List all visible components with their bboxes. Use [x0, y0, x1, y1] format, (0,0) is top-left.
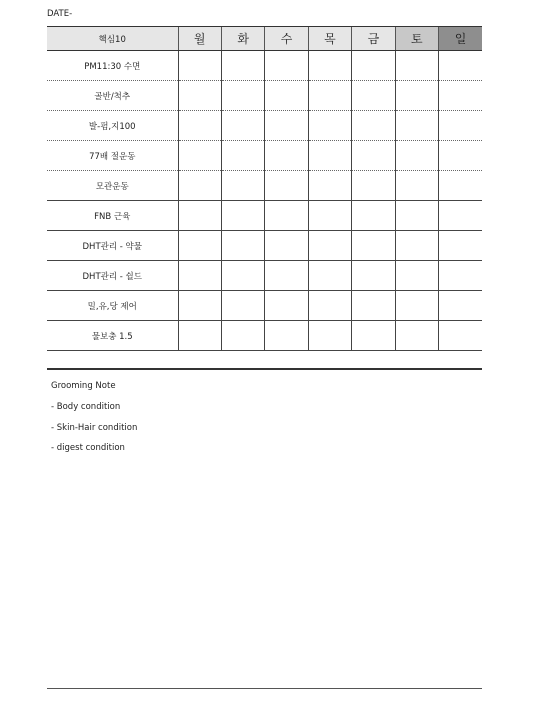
table-row — [47, 201, 482, 231]
grooming-note-item: - Body condition — [51, 402, 121, 412]
table-row — [47, 111, 482, 141]
check-cell-fri[interactable] — [352, 51, 395, 81]
table-row — [47, 231, 482, 261]
row-label: DHT관리 - 쉴드 — [47, 261, 178, 291]
check-cell-tue[interactable] — [221, 201, 264, 231]
day-header-sat: 토 — [395, 27, 438, 51]
check-cell-wed[interactable] — [265, 201, 308, 231]
section-divider — [47, 368, 482, 370]
check-cell-mon[interactable] — [178, 321, 221, 351]
grooming-note-item: - Skin-Hair condition — [51, 422, 138, 433]
check-cell-wed[interactable] — [265, 291, 308, 321]
check-cell-sun[interactable] — [439, 111, 482, 141]
day-header-tue: 화 — [221, 27, 264, 51]
check-cell-sun[interactable] — [439, 291, 482, 321]
check-cell-thu[interactable] — [308, 51, 351, 81]
check-cell-wed[interactable] — [265, 321, 308, 351]
check-cell-fri[interactable] — [352, 171, 395, 201]
row-label: DHT관리 - 약물 — [47, 231, 178, 261]
grooming-note-item: - digest condition — [51, 443, 125, 453]
check-cell-sat[interactable] — [395, 261, 438, 291]
check-cell-thu[interactable] — [308, 81, 351, 111]
check-cell-mon[interactable] — [178, 81, 221, 111]
check-cell-wed[interactable] — [265, 261, 308, 291]
table-row — [47, 51, 482, 81]
check-cell-mon[interactable] — [178, 51, 221, 81]
day-header-sun: 일 — [439, 27, 482, 51]
check-cell-fri[interactable] — [352, 291, 395, 321]
check-cell-mon[interactable] — [178, 261, 221, 291]
check-cell-sun[interactable] — [439, 81, 482, 111]
check-cell-sat[interactable] — [395, 291, 438, 321]
check-cell-wed[interactable] — [265, 51, 308, 81]
check-cell-sat[interactable] — [395, 201, 438, 231]
check-cell-sun[interactable] — [439, 231, 482, 261]
check-cell-sun[interactable] — [439, 171, 482, 201]
check-cell-sat[interactable] — [395, 171, 438, 201]
check-cell-mon[interactable] — [178, 291, 221, 321]
row-label: PM11:30 수면 — [47, 51, 178, 81]
check-cell-mon[interactable] — [178, 231, 221, 261]
grooming-note-title: Grooming Note — [51, 381, 116, 391]
check-cell-sun[interactable] — [439, 201, 482, 231]
habit-tracker-table — [47, 26, 482, 351]
check-cell-sun[interactable] — [439, 261, 482, 291]
check-cell-mon[interactable] — [178, 141, 221, 171]
check-cell-wed[interactable] — [265, 81, 308, 111]
table-row — [47, 261, 482, 291]
check-cell-sat[interactable] — [395, 231, 438, 261]
check-cell-sun[interactable] — [439, 141, 482, 171]
check-cell-sat[interactable] — [395, 51, 438, 81]
check-cell-thu[interactable] — [308, 291, 351, 321]
check-cell-fri[interactable] — [352, 141, 395, 171]
check-cell-tue[interactable] — [221, 81, 264, 111]
date-label: DATE- — [47, 9, 73, 19]
check-cell-tue[interactable] — [221, 321, 264, 351]
check-cell-mon[interactable] — [178, 201, 221, 231]
check-cell-wed[interactable] — [265, 231, 308, 261]
check-cell-thu[interactable] — [308, 141, 351, 171]
row-label: 밀,유,당 제어 — [47, 291, 178, 321]
check-cell-tue[interactable] — [221, 141, 264, 171]
day-header-mon: 월 — [178, 27, 221, 51]
row-label: 골반/척추 — [47, 81, 178, 111]
check-cell-thu[interactable] — [308, 201, 351, 231]
table-row — [47, 81, 482, 111]
check-cell-tue[interactable] — [221, 111, 264, 141]
check-cell-fri[interactable] — [352, 81, 395, 111]
check-cell-sat[interactable] — [395, 111, 438, 141]
table-row — [47, 291, 482, 321]
grooming-notes — [51, 381, 137, 464]
check-cell-thu[interactable] — [308, 321, 351, 351]
check-cell-tue[interactable] — [221, 171, 264, 201]
day-header-wed: 수 — [265, 27, 308, 51]
table-row — [47, 321, 482, 351]
row-label: 모관운동 — [47, 171, 178, 201]
row-label: 발-펌,지100 — [47, 111, 178, 141]
table-row — [47, 171, 482, 201]
check-cell-tue[interactable] — [221, 291, 264, 321]
check-cell-fri[interactable] — [352, 321, 395, 351]
check-cell-thu[interactable] — [308, 171, 351, 201]
check-cell-sun[interactable] — [439, 51, 482, 81]
check-cell-fri[interactable] — [352, 111, 395, 141]
check-cell-mon[interactable] — [178, 111, 221, 141]
check-cell-sat[interactable] — [395, 141, 438, 171]
check-cell-sun[interactable] — [439, 321, 482, 351]
check-cell-thu[interactable] — [308, 261, 351, 291]
check-cell-fri[interactable] — [352, 231, 395, 261]
check-cell-tue[interactable] — [221, 231, 264, 261]
check-cell-wed[interactable] — [265, 141, 308, 171]
check-cell-thu[interactable] — [308, 111, 351, 141]
check-cell-wed[interactable] — [265, 111, 308, 141]
header-label: 핵심10 — [47, 27, 178, 51]
row-label: FNB 근육 — [47, 201, 178, 231]
table-row — [47, 141, 482, 171]
check-cell-mon[interactable] — [178, 171, 221, 201]
check-cell-sat[interactable] — [395, 81, 438, 111]
day-header-fri: 금 — [352, 27, 395, 51]
row-label: 77배 절운동 — [47, 141, 178, 171]
row-label: 물보충 1.5 — [47, 321, 178, 351]
day-header-thu: 목 — [308, 27, 351, 51]
check-cell-wed[interactable] — [265, 171, 308, 201]
check-cell-fri[interactable] — [352, 201, 395, 231]
footer-rule — [47, 688, 482, 689]
check-cell-tue[interactable] — [221, 51, 264, 81]
check-cell-tue[interactable] — [221, 261, 264, 291]
check-cell-thu[interactable] — [308, 231, 351, 261]
check-cell-sat[interactable] — [395, 321, 438, 351]
check-cell-fri[interactable] — [352, 261, 395, 291]
table-header-row — [47, 27, 482, 51]
